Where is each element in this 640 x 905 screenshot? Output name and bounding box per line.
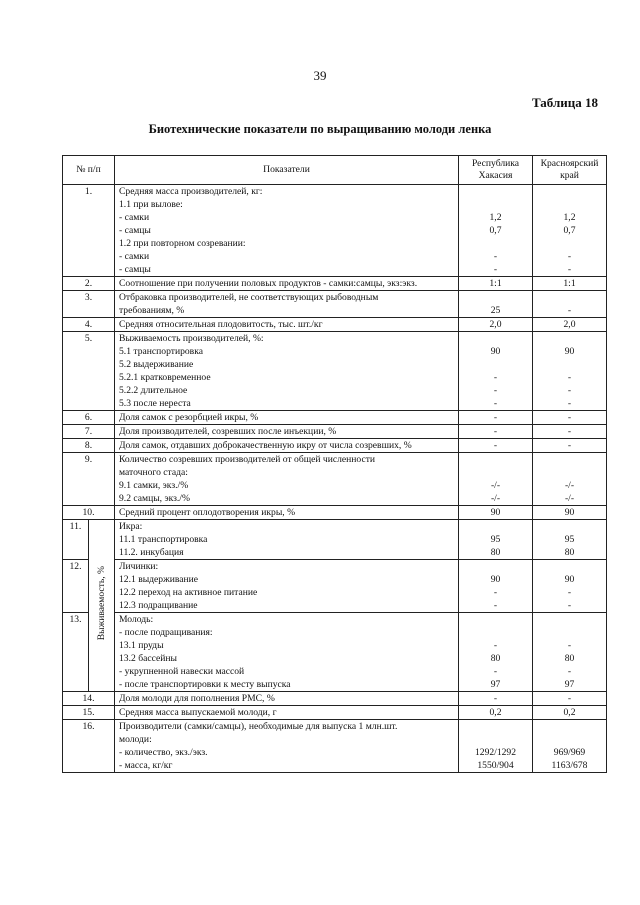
row-number: 2. bbox=[63, 277, 115, 291]
value-krasnoyarsk bbox=[533, 692, 607, 706]
v1-line: 90 bbox=[490, 507, 501, 518]
table-row bbox=[63, 706, 607, 720]
v1-line: 97 bbox=[490, 679, 501, 690]
table-number: Таблица 18 bbox=[531, 95, 598, 110]
lines-line: 13.2 бассейны bbox=[119, 653, 177, 664]
value-khakassia bbox=[459, 692, 533, 706]
v1-line: -/- bbox=[490, 480, 501, 491]
v1-line bbox=[462, 358, 529, 371]
v1-line bbox=[462, 613, 529, 626]
lines-line: Соотношение при получении половых продуктов - самки:самцы, экз:экз. bbox=[119, 278, 418, 289]
value-krasnoyarsk bbox=[533, 332, 607, 411]
indicator-cell bbox=[115, 720, 459, 773]
value-krasnoyarsk bbox=[533, 560, 607, 613]
value-krasnoyarsk bbox=[533, 520, 607, 560]
v1-line bbox=[462, 520, 529, 533]
lines-line: Количество созревших производителей от общей численности bbox=[119, 454, 376, 465]
row-number: 14. bbox=[63, 692, 115, 706]
lines-line: - после транспортировки к месту выпуска bbox=[119, 679, 291, 690]
v2-line: - bbox=[567, 666, 572, 677]
value-krasnoyarsk bbox=[533, 439, 607, 453]
table-row bbox=[63, 613, 607, 692]
lines-line: Производители (самки/самцы), необходимые для выпуска 1 млн.шт. bbox=[119, 721, 398, 732]
indicator-cell bbox=[115, 185, 459, 277]
v1-line: 80 bbox=[490, 547, 501, 558]
lines-line: 11.2. инкубация bbox=[119, 547, 184, 558]
lines-line: - самцы bbox=[119, 225, 151, 236]
indicator-cell bbox=[115, 332, 459, 411]
v2-line bbox=[536, 466, 603, 479]
biotech-table bbox=[62, 155, 607, 773]
v1-line bbox=[462, 720, 529, 733]
header-khakassia: Республика Хакасия bbox=[459, 156, 533, 185]
v1-line: 1292/1292 bbox=[474, 747, 517, 758]
lines-line: Средняя масса выпускаемой молоди, г bbox=[119, 707, 277, 718]
v2-line bbox=[536, 291, 603, 304]
lines-line: Икра: bbox=[119, 521, 143, 532]
lines-line: - самки bbox=[119, 251, 150, 262]
v1-line: - bbox=[493, 587, 498, 598]
v1-line: - bbox=[493, 440, 498, 451]
table-row bbox=[63, 453, 607, 506]
v1-line: 80 bbox=[490, 653, 501, 664]
lines-line: Средний процент оплодотворения икры, % bbox=[119, 507, 296, 518]
header-krasnoyarsk: Красноярский край bbox=[533, 156, 607, 185]
value-khakassia bbox=[459, 425, 533, 439]
value-krasnoyarsk bbox=[533, 506, 607, 520]
table-row bbox=[63, 692, 607, 706]
v2-line bbox=[536, 185, 603, 198]
lines-line: Доля самок с резорбцией икры, % bbox=[119, 412, 259, 423]
page-number: 39 bbox=[313, 68, 327, 83]
v1-line: - bbox=[493, 372, 498, 383]
v2-line: - bbox=[567, 385, 572, 396]
table-row bbox=[63, 506, 607, 520]
v1-line: - bbox=[493, 666, 498, 677]
table-body bbox=[63, 185, 607, 773]
lines-line: 5.2 выдерживание bbox=[119, 359, 194, 370]
value-krasnoyarsk bbox=[533, 613, 607, 692]
indicator-cell bbox=[115, 425, 459, 439]
indicator-cell bbox=[115, 520, 459, 560]
row-number: 12. bbox=[63, 560, 89, 613]
table-row bbox=[63, 425, 607, 439]
lines-line: Выживаемость производителей, %: bbox=[119, 333, 264, 344]
table-row bbox=[63, 560, 607, 613]
v2-line bbox=[536, 626, 603, 639]
row-number: 5. bbox=[63, 332, 115, 411]
v1-line bbox=[462, 733, 529, 746]
lines-line: - количество, экз./экз. bbox=[119, 747, 208, 758]
v2-line: - bbox=[567, 251, 572, 262]
v2-line: 1,2 bbox=[563, 212, 576, 223]
value-krasnoyarsk bbox=[533, 291, 607, 318]
indicator-cell bbox=[115, 506, 459, 520]
value-khakassia bbox=[459, 185, 533, 277]
lines-line: - укрупненной навески массой bbox=[119, 666, 245, 677]
table-header-row bbox=[63, 156, 607, 185]
table-title: Биотехнические показатели по выращиванию молоди ленка bbox=[148, 122, 492, 136]
v2-line: -/- bbox=[564, 480, 575, 491]
v2-line: 97 bbox=[564, 679, 575, 690]
v2-line bbox=[536, 198, 603, 211]
v1-line: - bbox=[493, 251, 498, 262]
v2-line: 80 bbox=[564, 653, 575, 664]
value-khakassia bbox=[459, 453, 533, 506]
v2-line bbox=[536, 453, 603, 466]
indicator-cell bbox=[115, 411, 459, 425]
value-khakassia bbox=[459, 506, 533, 520]
indicator-cell bbox=[115, 291, 459, 318]
v1-line bbox=[462, 626, 529, 639]
v2-line: - bbox=[567, 398, 572, 409]
value-khakassia bbox=[459, 706, 533, 720]
value-khakassia bbox=[459, 720, 533, 773]
v1-line: 25 bbox=[490, 305, 501, 316]
v1-line: - bbox=[493, 640, 498, 651]
lines-line: 5.3 после нереста bbox=[119, 398, 191, 409]
lines-line: 11.1 транспортировка bbox=[119, 534, 208, 545]
header-indicators: Показатели bbox=[115, 156, 459, 185]
table-row bbox=[63, 277, 607, 291]
v1-line bbox=[462, 198, 529, 211]
v1-line bbox=[462, 332, 529, 345]
value-krasnoyarsk bbox=[533, 425, 607, 439]
survival-label-text: Выживаемость, % bbox=[96, 566, 107, 641]
row-number: 16. bbox=[63, 720, 115, 773]
value-khakassia bbox=[459, 411, 533, 425]
v1-line bbox=[462, 291, 529, 304]
v2-line: 0,2 bbox=[563, 707, 576, 718]
v2-line: 95 bbox=[564, 534, 575, 545]
v2-line: 90 bbox=[564, 507, 575, 518]
row-number: 6. bbox=[63, 411, 115, 425]
row-number: 3. bbox=[63, 291, 115, 318]
lines-line: Доля молоди для пополнения РМС, % bbox=[119, 693, 275, 704]
row-number: 9. bbox=[63, 453, 115, 506]
indicator-cell bbox=[115, 613, 459, 692]
lines-line: 9.2 самцы, экз./% bbox=[119, 493, 190, 504]
v1-line: - bbox=[493, 693, 498, 704]
row-number: 15. bbox=[63, 706, 115, 720]
v1-line: 1550/904 bbox=[477, 760, 514, 771]
lines-line: Личинки: bbox=[119, 561, 159, 572]
value-krasnoyarsk bbox=[533, 706, 607, 720]
lines-line: 1.1 при вылове: bbox=[119, 199, 183, 210]
value-khakassia bbox=[459, 291, 533, 318]
row-number: 11. bbox=[63, 520, 89, 560]
v2-line bbox=[536, 237, 603, 250]
lines-line: требованиям, % bbox=[119, 305, 185, 316]
v2-line: 1163/678 bbox=[551, 760, 588, 771]
v2-line bbox=[536, 520, 603, 533]
value-krasnoyarsk bbox=[533, 720, 607, 773]
v1-line: 0,7 bbox=[489, 225, 502, 236]
v2-line: - bbox=[567, 412, 572, 423]
v1-line bbox=[462, 466, 529, 479]
row-number: 4. bbox=[63, 318, 115, 332]
table-row bbox=[63, 411, 607, 425]
v1-line bbox=[462, 453, 529, 466]
v2-line: 969/969 bbox=[553, 747, 586, 758]
lines-line: маточного стада: bbox=[119, 467, 188, 478]
value-khakassia bbox=[459, 520, 533, 560]
table-row bbox=[63, 520, 607, 560]
row-number: 8. bbox=[63, 439, 115, 453]
table-row bbox=[63, 720, 607, 773]
v2-line: - bbox=[567, 640, 572, 651]
table-row bbox=[63, 318, 607, 332]
lines-line: Средняя масса производителей, кг: bbox=[119, 186, 263, 197]
indicator-cell bbox=[115, 560, 459, 613]
v1-line: - bbox=[493, 385, 498, 396]
v1-line bbox=[462, 185, 529, 198]
lines-line: 5.2.2 длительное bbox=[119, 385, 188, 396]
lines-line: 12.1 выдерживание bbox=[119, 574, 199, 585]
lines-line: - после подращивания: bbox=[119, 627, 213, 638]
v1-line: 1,2 bbox=[489, 212, 502, 223]
indicator-cell bbox=[115, 439, 459, 453]
lines-line: - самки bbox=[119, 212, 150, 223]
value-khakassia bbox=[459, 332, 533, 411]
v2-line: - bbox=[567, 426, 572, 437]
v2-line: 1:1 bbox=[563, 278, 576, 289]
table-row bbox=[63, 439, 607, 453]
v1-line bbox=[462, 237, 529, 250]
lines-line: Молодь: bbox=[119, 614, 154, 625]
value-khakassia bbox=[459, 439, 533, 453]
v2-line: 80 bbox=[564, 547, 575, 558]
v2-line bbox=[536, 733, 603, 746]
lines-line: Доля самок, отдавших доброкачественную икру от числа созревших, % bbox=[119, 440, 412, 451]
v1-line: - bbox=[493, 412, 498, 423]
value-krasnoyarsk bbox=[533, 185, 607, 277]
lines-line: - самцы bbox=[119, 264, 151, 275]
value-krasnoyarsk bbox=[533, 277, 607, 291]
table-row bbox=[63, 291, 607, 318]
v2-line: - bbox=[567, 587, 572, 598]
v1-line: 90 bbox=[490, 346, 501, 357]
v2-line: - bbox=[567, 305, 572, 316]
value-krasnoyarsk bbox=[533, 411, 607, 425]
v2-line: - bbox=[567, 264, 572, 275]
v2-line: - bbox=[567, 372, 572, 383]
v2-line: -/- bbox=[564, 493, 575, 504]
v2-line: 0,7 bbox=[563, 225, 576, 236]
lines-line: 1.2 при повторном созревании: bbox=[119, 238, 246, 249]
v1-line: 95 bbox=[490, 534, 501, 545]
indicator-cell bbox=[115, 692, 459, 706]
v2-line: - bbox=[567, 693, 572, 704]
value-khakassia bbox=[459, 613, 533, 692]
v2-line bbox=[536, 358, 603, 371]
row-number: 13. bbox=[63, 613, 89, 692]
survival-group-label bbox=[89, 520, 115, 692]
v2-line bbox=[536, 332, 603, 345]
lines-line: 12.2 переход на активное питание bbox=[119, 587, 258, 598]
indicator-cell bbox=[115, 706, 459, 720]
v2-line: 90 bbox=[564, 346, 575, 357]
table-row bbox=[63, 185, 607, 277]
v1-line: - bbox=[493, 398, 498, 409]
v1-line: 90 bbox=[490, 574, 501, 585]
lines-line: Отбраковка производителей, не соответствующих рыбоводным bbox=[119, 292, 379, 303]
v2-line bbox=[536, 613, 603, 626]
row-number: 1. bbox=[63, 185, 115, 277]
value-khakassia bbox=[459, 318, 533, 332]
lines-line: Средняя относительная плодовитость, тыс. шт./кг bbox=[119, 319, 323, 330]
lines-line: 5.2.1 кратковременное bbox=[119, 372, 211, 383]
value-krasnoyarsk bbox=[533, 453, 607, 506]
lines-line: 12.3 подращивание bbox=[119, 600, 198, 611]
v1-line: 2,0 bbox=[489, 319, 502, 330]
v1-line: - bbox=[493, 264, 498, 275]
v2-line bbox=[536, 720, 603, 733]
lines-line: 5.1 транспортировка bbox=[119, 346, 203, 357]
lines-line: 13.1 пруды bbox=[119, 640, 164, 651]
v1-line: 0,2 bbox=[489, 707, 502, 718]
lines-line: Доля производителей, созревших после инъекции, % bbox=[119, 426, 337, 437]
v1-line: 1:1 bbox=[489, 278, 502, 289]
indicator-cell bbox=[115, 318, 459, 332]
v2-line bbox=[536, 560, 603, 573]
v1-line: - bbox=[493, 600, 498, 611]
row-number: 10. bbox=[63, 506, 115, 520]
table-row bbox=[63, 332, 607, 411]
value-krasnoyarsk bbox=[533, 318, 607, 332]
lines-line: 9.1 самки, экз./% bbox=[119, 480, 189, 491]
v2-line: - bbox=[567, 440, 572, 451]
v1-line bbox=[462, 560, 529, 573]
row-number: 7. bbox=[63, 425, 115, 439]
v2-line: 2,0 bbox=[563, 319, 576, 330]
lines-line: - масса, кг/кг bbox=[119, 760, 173, 771]
lines-line: молоди: bbox=[119, 734, 152, 745]
indicator-cell bbox=[115, 453, 459, 506]
value-khakassia bbox=[459, 277, 533, 291]
v1-line: -/- bbox=[490, 493, 501, 504]
header-num: № п/п bbox=[63, 156, 115, 185]
v2-line: 90 bbox=[564, 574, 575, 585]
value-khakassia bbox=[459, 560, 533, 613]
indicator-cell bbox=[115, 277, 459, 291]
v1-line: - bbox=[493, 426, 498, 437]
v2-line: - bbox=[567, 600, 572, 611]
